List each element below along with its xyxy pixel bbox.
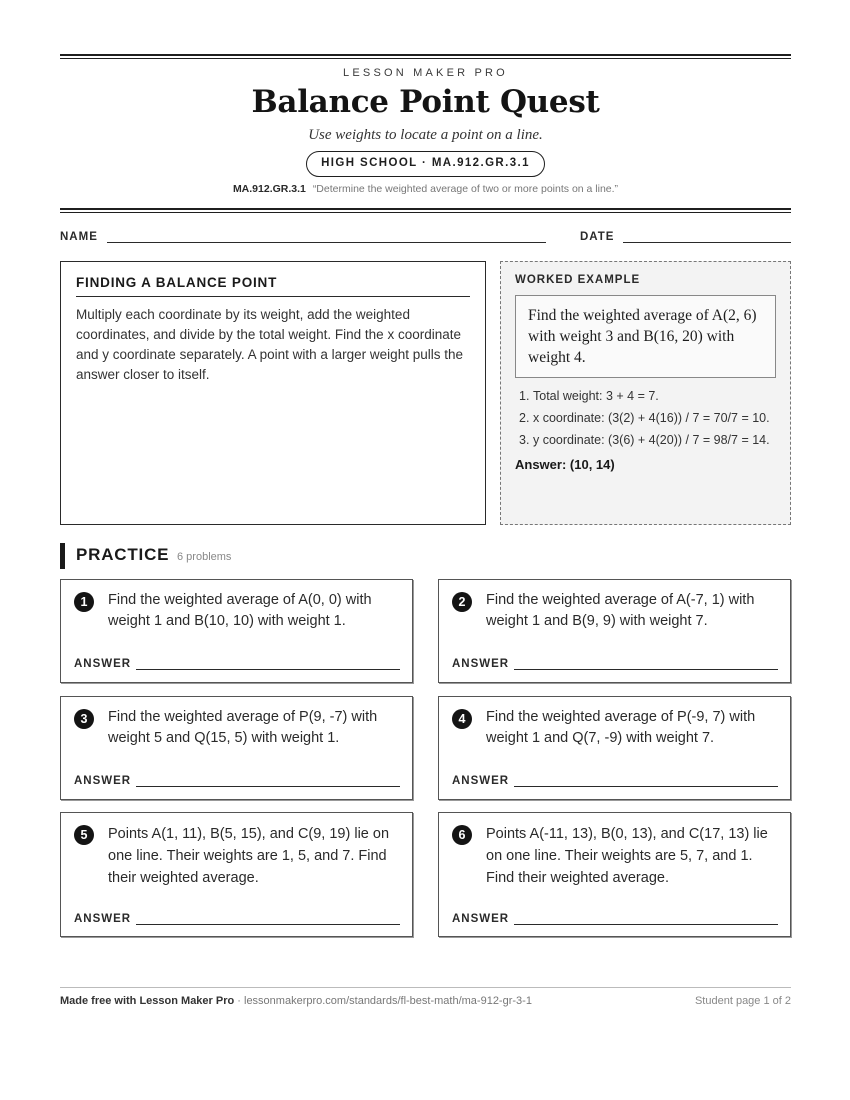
answer-field[interactable] xyxy=(514,669,778,670)
answer-label: ANSWER xyxy=(452,913,510,925)
problem-card-1 xyxy=(60,579,413,683)
footer-page-number: Student page 1 of 2 xyxy=(694,995,791,1007)
problem-number-badge: 1 xyxy=(74,592,94,612)
problem-prompt: Points A(-11, 13), B(0, 13), and C(17, 13) lie on one line. Their weights are 5, 7, and 1. Find their weighted average. xyxy=(486,826,768,886)
worked-example-answer: Answer: (10, 14) xyxy=(515,457,615,472)
header-top-rule xyxy=(60,54,791,59)
problem-card-4 xyxy=(438,696,791,800)
concept-box xyxy=(60,261,486,525)
problem-card-2 xyxy=(438,579,791,683)
practice-title: PRACTICE xyxy=(76,545,170,564)
standard-code: MA.912.GR.3.1 xyxy=(232,183,306,195)
answer-field[interactable] xyxy=(514,786,778,787)
practice-count: 6 problems xyxy=(177,551,232,563)
concept-body: Multiply each coordinate by its weight, add the weighted coordinates, and divide by the total weight. Find the x coordinate and y coordinate separately. A point with a larger weight pulls the answer closer to itself. xyxy=(76,307,463,382)
worked-example-steps xyxy=(515,387,776,450)
problem-prompt: Find the weighted average of P(9, -7) with weight 5 and Q(15, 5) with weight 1. xyxy=(108,709,378,746)
date-field[interactable] xyxy=(623,242,791,243)
worked-example-title: WORKED EXAMPLE xyxy=(515,274,641,286)
problem-number-badge: 3 xyxy=(74,709,94,729)
worked-example-step: 1. Total weight: 3 + 4 = 7. xyxy=(519,389,659,403)
answer-field[interactable] xyxy=(136,669,400,670)
concept-title: FINDING A BALANCE POINT xyxy=(76,275,470,297)
name-label: NAME xyxy=(60,231,98,243)
answer-label: ANSWER xyxy=(74,658,132,670)
header-bottom-rule xyxy=(60,208,791,213)
problem-card-3 xyxy=(60,696,413,800)
worked-example-step: 2. x coordinate: (3(2) + 4(16)) / 7 = 70/7 = 10. xyxy=(519,411,770,425)
problem-number-badge: 2 xyxy=(452,592,472,612)
brand-name: LESSON MAKER PRO xyxy=(343,67,508,79)
date-label: DATE xyxy=(580,231,615,243)
worked-example-box xyxy=(500,261,791,525)
level-badge-wrap xyxy=(60,151,791,177)
problem-prompt: Find the weighted average of P(-9, 7) with weight 1 and Q(7, -9) with weight 7. xyxy=(486,709,756,746)
name-field[interactable] xyxy=(107,242,546,243)
page-title: Balance Point Quest xyxy=(251,84,600,120)
problem-prompt: Find the weighted average of A(0, 0) with weight 1 and B(10, 10) with weight 1. xyxy=(108,592,372,629)
answer-label: ANSWER xyxy=(452,658,510,670)
problem-number-badge: 6 xyxy=(452,825,472,845)
footer-url[interactable]: · lessonmakerpro.com/standards/fl-best-math/ma-912-gr-3-1 xyxy=(234,995,532,1007)
problem-card-5 xyxy=(60,812,413,937)
problem-prompt: Find the weighted average of A(-7, 1) with weight 1 and B(9, 9) with weight 7. xyxy=(486,592,755,629)
problem-prompt: Points A(1, 11), B(5, 15), and C(9, 19) lie on one line. Their weights are 1, 5, and 7. Find their weighted average. xyxy=(108,826,390,886)
page-subtitle: Use weights to locate a point on a line. xyxy=(308,127,543,143)
answer-field[interactable] xyxy=(136,924,400,925)
answer-label: ANSWER xyxy=(74,913,132,925)
standard-description xyxy=(60,183,791,195)
practice-accent-bar xyxy=(60,543,65,569)
footer-credit xyxy=(60,995,532,1007)
footer-made-with: Made free with Lesson Maker Pro xyxy=(60,995,235,1007)
worksheet-page xyxy=(60,0,791,1100)
answer-label: ANSWER xyxy=(74,775,132,787)
worked-example-step: 3. y coordinate: (3(6) + 4(20)) / 7 = 98/7 = 14. xyxy=(519,433,770,447)
answer-field[interactable] xyxy=(514,924,778,925)
standard-text: “Determine the weighted average of two or more points on a line.” xyxy=(312,183,619,195)
answer-label: ANSWER xyxy=(452,775,510,787)
answer-field[interactable] xyxy=(136,786,400,787)
footer-rule xyxy=(60,987,791,988)
level-badge: HIGH SCHOOL · MA.912.GR.3.1 xyxy=(306,151,545,177)
problem-number-badge: 5 xyxy=(74,825,94,845)
problem-number-badge: 4 xyxy=(452,709,472,729)
worked-example-problem: Find the weighted average of A(2, 6) with weight 3 and B(16, 20) with weight 4. xyxy=(515,295,776,378)
problem-card-6 xyxy=(438,812,791,937)
